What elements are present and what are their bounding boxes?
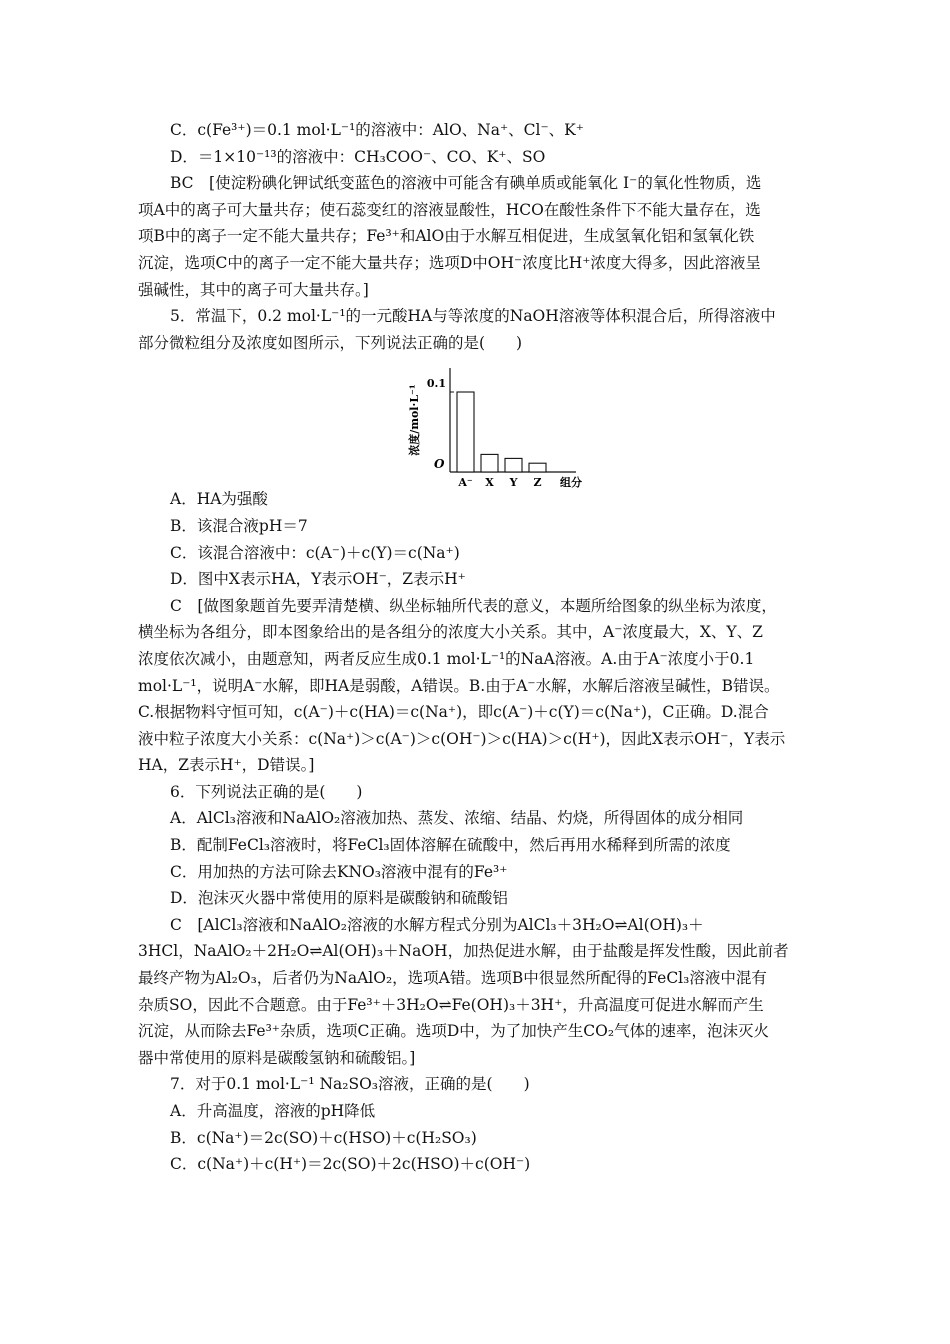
question-5-line2: 部分微粒组分及浓度如图所示，下列说法正确的是( )	[138, 333, 523, 352]
answer-q5-line2: 横坐标为各组分，即本图象给出的是各组分的浓度大小关系。其中，A⁻浓度最大，X、Y、Z	[138, 623, 763, 642]
bar-3	[529, 464, 546, 473]
answer-q4-line5: 强碱性，其中的离子可大量共存。]	[138, 280, 369, 299]
answer-q6-line5: 沉淀，从而除去Fe³⁺杂质，选项C正确。选项D中，为了加快产生CO₂气体的速率，泡沫灭火	[138, 1022, 770, 1041]
answer-q4-line1: BC [使淀粉碘化钾试纸变蓝色的溶液中可能含有碘单质或能氧化 I⁻的氧化性物质，选	[170, 174, 762, 193]
option-c-q6: C．用加热的方法可除去KNO₃溶液中混有的Fe³⁺	[170, 862, 508, 881]
option-a-q6: A．AlCl₃溶液和NaAlO₂溶液加热、蒸发、浓缩、结晶、灼烧，所得固体的成分相同	[170, 809, 744, 828]
answer-q6-line6: 器中常使用的原料是碳酸氢钠和硫酸铝。]	[138, 1048, 416, 1067]
x-tick-label: A⁻	[458, 476, 473, 490]
question-6: 6．下列说法正确的是( )	[170, 782, 363, 801]
answer-q6-line4: 杂质SO，因此不合题意。由于Fe³⁺＋3H₂O⇌Fe(OH)₃＋3H⁺，升高温度可促进水解而产生	[138, 995, 764, 1014]
option-d-q5: D．图中X表示HA，Y表示OH⁻，Z表示H⁺	[170, 570, 466, 589]
answer-q5-line4: mol·L⁻¹，说明A⁻水解，即HA是弱酸，A错误。B.由于A⁻水解，水解后溶液呈碱性，B错误。	[138, 676, 780, 695]
answer-q5-line7: HA，Z表示H⁺，D错误。]	[138, 756, 315, 775]
concentration-chart	[138, 356, 828, 490]
answer-q5-line5: C.根据物料守恒可知，c(A⁻)＋c(HA)＝c(Na⁺)，即c(A⁻)＋c(Y)＝c(Na⁺)，C正确。D.混合	[138, 703, 769, 722]
option-a-q7: A．升高温度，溶液的pH降低	[170, 1102, 376, 1120]
chart-svg	[406, 356, 726, 490]
option-d-q4: D．＝1×10⁻¹³的溶液中：CH₃COO⁻、CO、K⁺、SO	[170, 147, 546, 166]
answer-q6-line3: 最终产物为Al₂O₃，后者仍为NaAlO₂，选项A错。选项B中很显然所配得的FeCl₃溶液中混有	[138, 969, 767, 988]
option-b-q6: B．配制FeCl₃溶液时，将FeCl₃固体溶解在硫酸中，然后再用水稀释到所需的浓度	[170, 836, 731, 855]
y-axis-label: 浓度/mol·L⁻¹	[408, 384, 421, 457]
y-tick-label: 0.1	[426, 377, 446, 391]
answer-q5-line3: 浓度依次减小，由题意知，两者反应生成0.1 mol·L⁻¹的NaA溶液。A.由于A⁻浓度小于0.1	[138, 649, 755, 668]
answer-q4-line3: 项B中的离子一定不能大量共存；Fe³⁺和AlO由于水解互相促进，生成氢氧化铝和氢氧化铁	[138, 227, 755, 246]
x-tick-label: Z	[533, 476, 542, 490]
option-b-q7: B．c(Na⁺)＝2c(SO)＋c(HSO)＋c(H₂SO₃)	[170, 1128, 477, 1147]
answer-q5-line1: C [做图象题首先要弄清楚横、纵坐标轴所代表的意义，本题所给图象的纵坐标为浓度，	[170, 596, 777, 615]
answer-q4-line4: 沉淀，选项C中的离子一定不能大量共存；选项D中OH⁻浓度比H⁺浓度大得多，因此溶液呈	[138, 253, 761, 272]
option-d-q6: D．泡沫灭火器中常使用的原料是碳酸钠和硫酸铝	[170, 889, 508, 908]
x-axis-label: 组分	[560, 476, 582, 490]
option-a-q5: A．HA为强酸	[170, 490, 268, 509]
x-tick-label: Y	[509, 476, 518, 490]
answer-q6-line1: C [AlCl₃溶液和NaAlO₂溶液的水解方程式分别为AlCl₃＋3H₂O⇌Al(OH)₃＋	[170, 915, 704, 934]
option-c-q7: C．c(Na⁺)＋c(H⁺)＝2c(SO)＋2c(HSO)＋c(OH⁻)	[170, 1155, 531, 1174]
document-body	[138, 117, 828, 1178]
origin-label: O	[434, 457, 445, 472]
x-tick-label: X	[485, 476, 494, 490]
bar-0	[457, 392, 474, 472]
option-c-q5: C．该混合溶液中：c(A⁻)＋c(Y)＝c(Na⁺)	[170, 543, 460, 562]
question-7: 7．对于0.1 mol·L⁻¹ Na₂SO₃溶液，正确的是( )	[170, 1075, 530, 1094]
option-c-q4: C．c(Fe³⁺)＝0.1 mol·L⁻¹的溶液中：AlO、Na⁺、Cl⁻、K⁺	[170, 121, 584, 139]
bar-1	[481, 455, 498, 473]
question-5-line1: 5．常温下，0.2 mol·L⁻¹的一元酸HA与等浓度的NaOH溶液等体积混合后，所得溶液中	[170, 307, 776, 326]
answer-q4-line2: 项A中的离子可大量共存；使石蕊变红的溶液显酸性，HCO在酸性条件下不能大量存在，选	[138, 200, 761, 219]
option-b-q5: B．该混合液pH＝7	[170, 516, 308, 535]
answer-q6-line2: 3HCl，NaAlO₂＋2H₂O⇌Al(OH)₃＋NaOH，加热促进水解，由于盐酸是挥发性酸，因此前者	[138, 942, 789, 961]
bar-2	[505, 459, 522, 473]
answer-q5-line6: 液中粒子浓度大小关系：c(Na⁺)＞c(A⁻)＞c(OH⁻)＞c(HA)＞c(H⁺)，因此X表示OH⁻，Y表示	[138, 729, 786, 748]
